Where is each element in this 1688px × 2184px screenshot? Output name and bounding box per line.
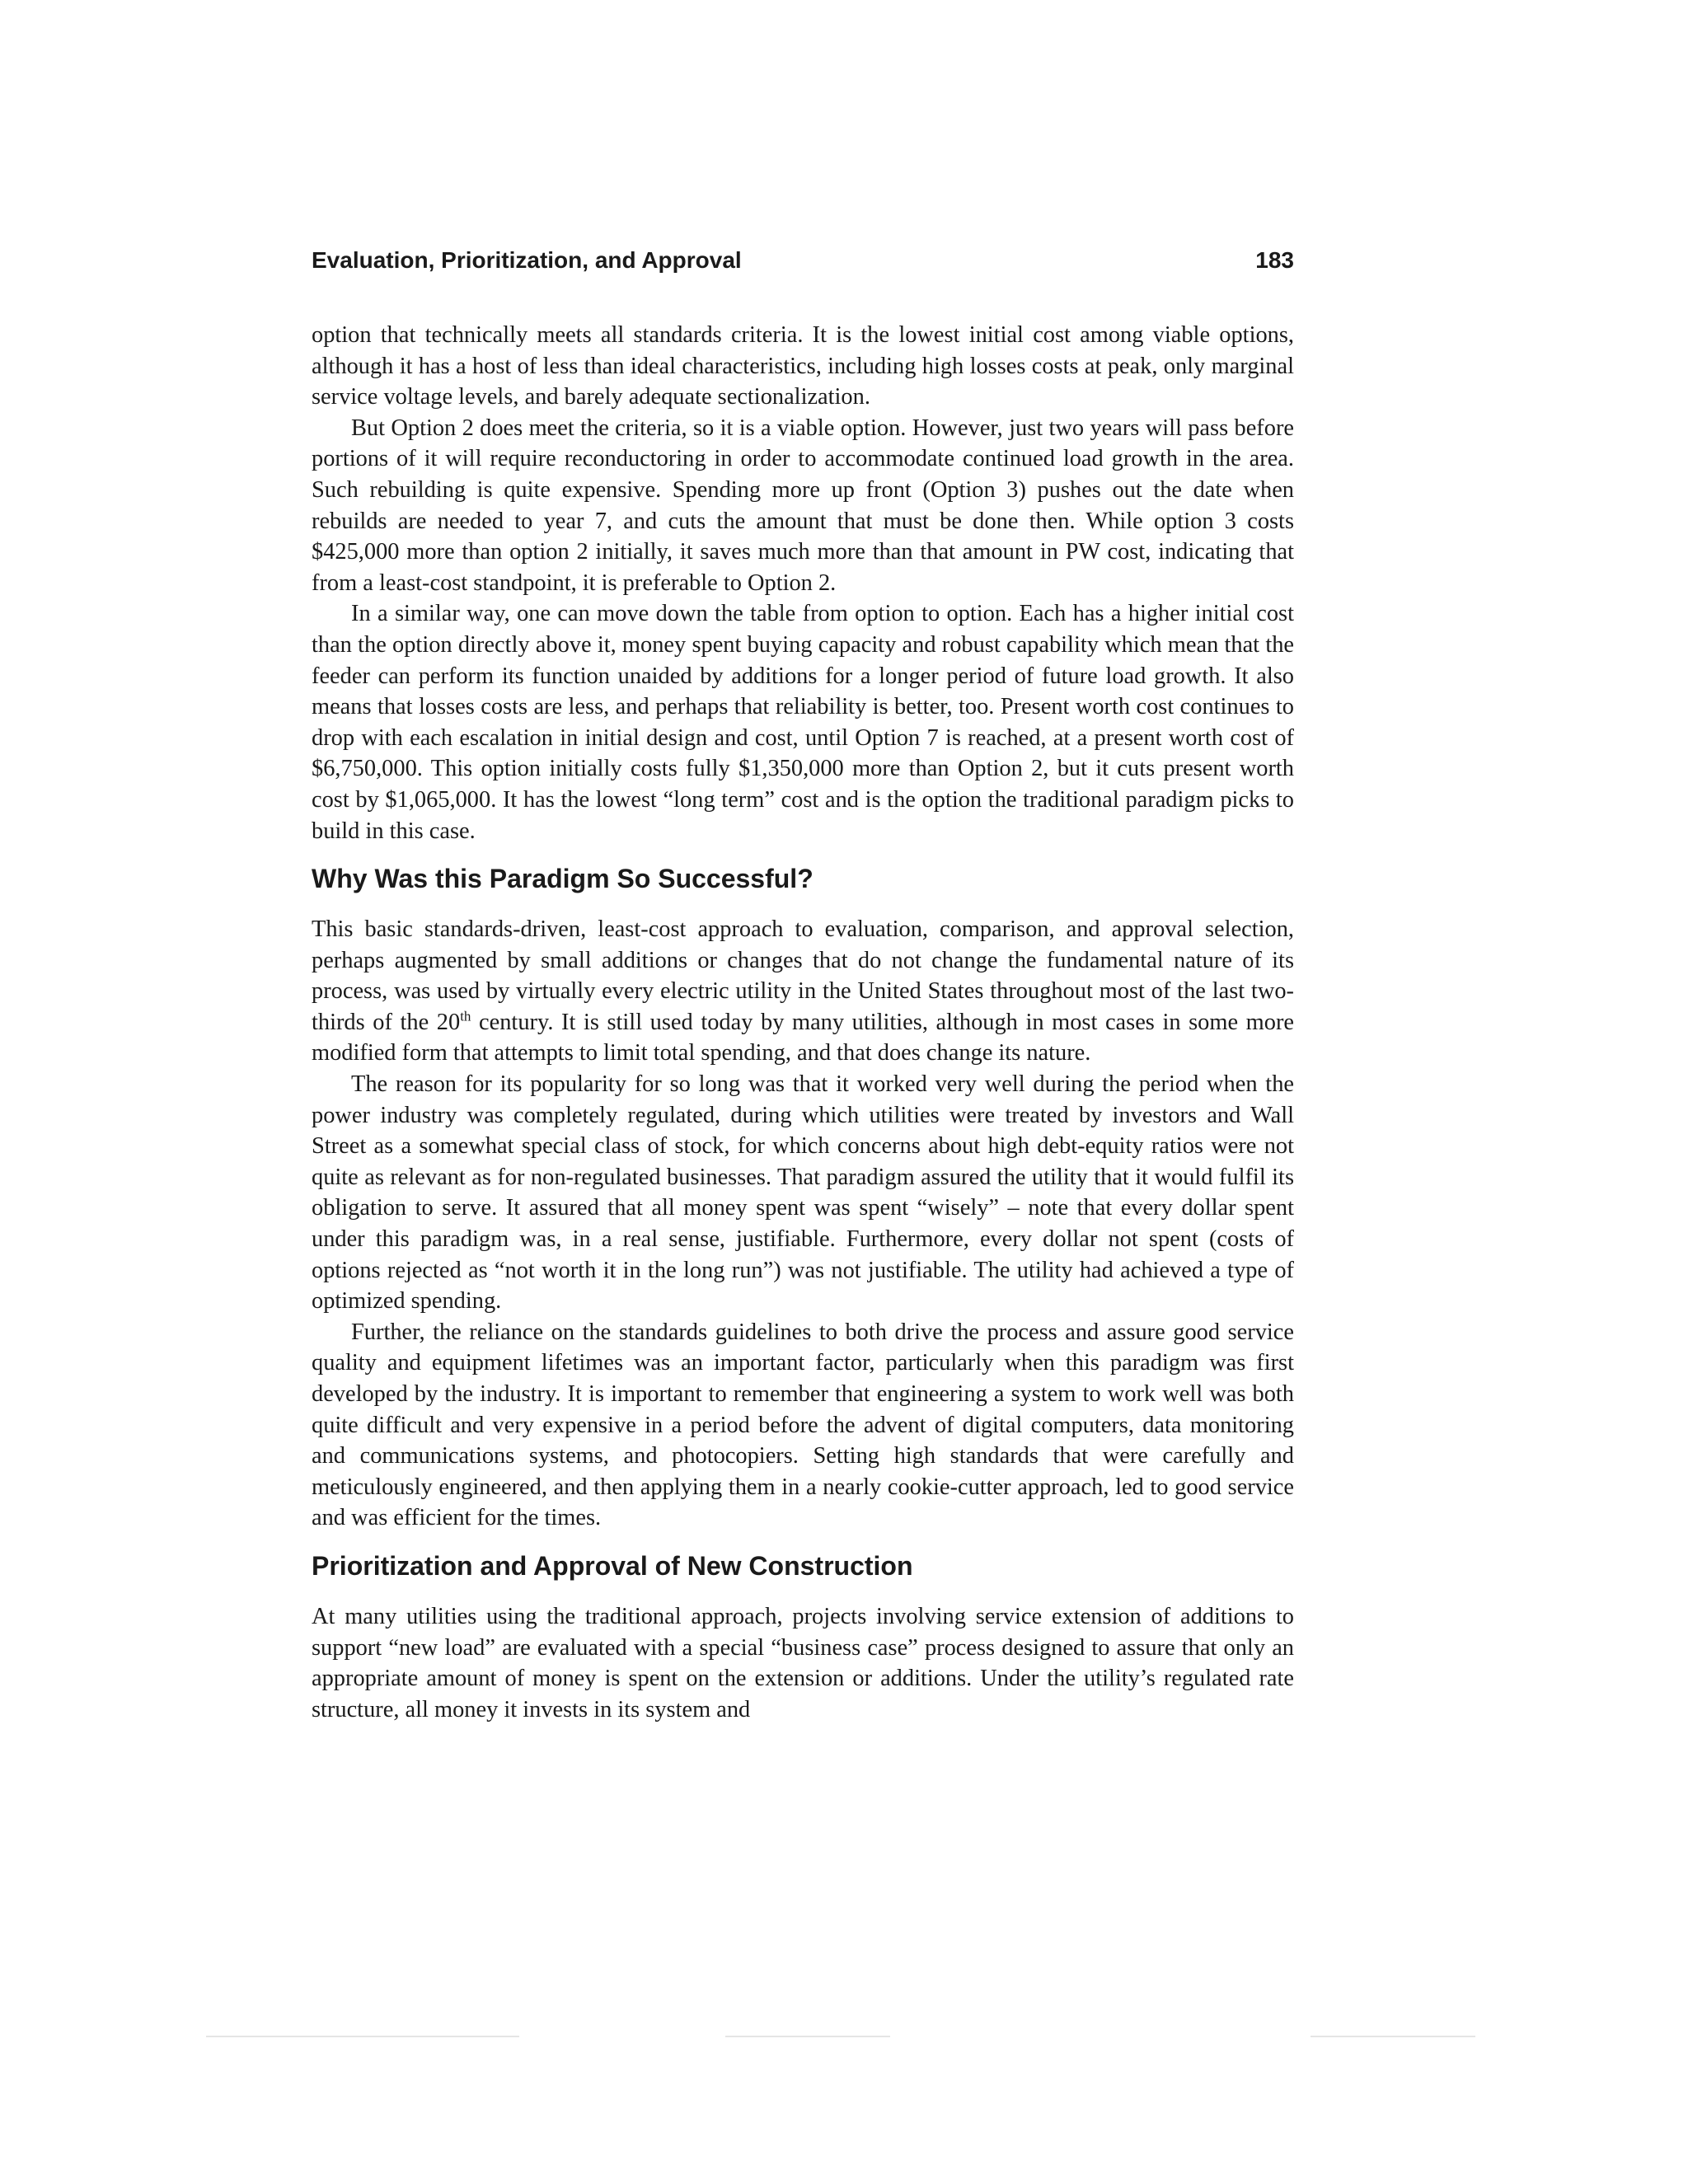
scan-artifact [725,2036,890,2037]
body-text [312,320,1294,1725]
section-heading: Why Was this Paradigm So Successful? [312,864,814,894]
running-title: Evaluation, Prioritization, and Approval [312,247,742,273]
paragraph: In a similar way, one can move down the table from option to option. Each has a higher initial cost than the option directly above it, money spent buying capacity and robust capability which mean that the feeder can perform its function unaided by additions for a longer period of future load growth. It also means that losses costs are less, and perhaps that reliability is better, too. Present worth cost continues to drop with each escalation in initial design and cost, until Option 7 is reached, at a present worth cost of $6,750,000. This option initially costs fully $1,350,000 more than Option 2, but it cuts present worth cost by $1,065,000. It has the lowest “long term” cost and is the option the traditional paradigm picks to build in this case. [312,601,1294,844]
running-header [312,247,1294,274]
paragraph-text: century. It is still used today by many utilities, although in most cases in some more modified form that attempts to limit total spending, and that does change its nature. [312,1009,1294,1066]
page-number: 183 [1255,247,1294,273]
superscript: th [460,1008,471,1024]
paragraph: option that technically meets all standards criteria. It is the lowest initial cost among viable options, although it has a host of less than ideal characteristics, including high losses costs at peak, only marginal service voltage levels, and barely adequate sectionalization. [312,322,1294,410]
paragraph: At many utilities using the traditional approach, projects involving service extension of additions to support “new load” are evaluated with a special “business case” process designed to assure that only an appropriate amount of money is spent on the extension or additions. Under the utility’s regulated rate structure, all money it invests in its system and [312,1603,1294,1722]
scan-artifact [1311,2036,1475,2037]
scan-artifact [206,2036,519,2037]
book-page [312,247,1294,1725]
paragraph: Further, the reliance on the standards guidelines to both drive the process and assure good service quality and equipment lifetimes was an important factor, particularly when this paradigm was first developed by the industry. It is important to remember that engineering a system to work well was both quite difficult and very expensive in a period before the advent of digital computers, data monitoring and communications systems, and photocopiers. Setting high standards that were carefully and meticulously engineered, and then applying them in a nearly cookie-cutter approach, led to good service and was efficient for the times. [312,1319,1294,1531]
paragraph: The reason for its popularity for so long was that it worked very well during the period when the power industry was completely regulated, during which utilities were treated by investors and Wall Street as a somewhat special class of stock, for which concerns about high debt-equity ratios were not quite as relevant as for non-regulated businesses. That paradigm assured the utility that it would fulfil its obligation to serve. It assured that all money spent was spent “wisely” – note that every dollar spent under this paradigm was, in a real sense, justifiable. Furthermore, every dollar not spent (costs of options rejected as “not worth it in the long run”) was not justifiable. The utility had achieved a type of optimized spending. [312,1071,1294,1315]
paragraph [312,914,1294,1069]
paragraph: But Option 2 does meet the criteria, so it is a viable option. However, just two years will pass before portions of it will require reconductoring in order to accommodate continued load growth in the area. Such rebuilding is quite expensive. Spending more up front (Option 3) pushes out the date when rebuilds are needed to year 7, and cuts the amount that must be done then. While option 3 costs $425,000 more than option 2 initially, it saves much more than that amount in PW cost, indicating that from a least-cost standpoint, it is preferable to Option 2. [312,415,1294,596]
section-heading: Prioritization and Approval of New Construction [312,1550,913,1581]
paragraph-text: This basic standards-driven, least-cost approach to evaluation, comparison, and approval selection, perhaps augmented by small additions or changes that do not change the fundamental nature of its process, was used by virtually every electric utility in the United States throughout most of the last two-thirds of the 20 [312,916,1294,1035]
